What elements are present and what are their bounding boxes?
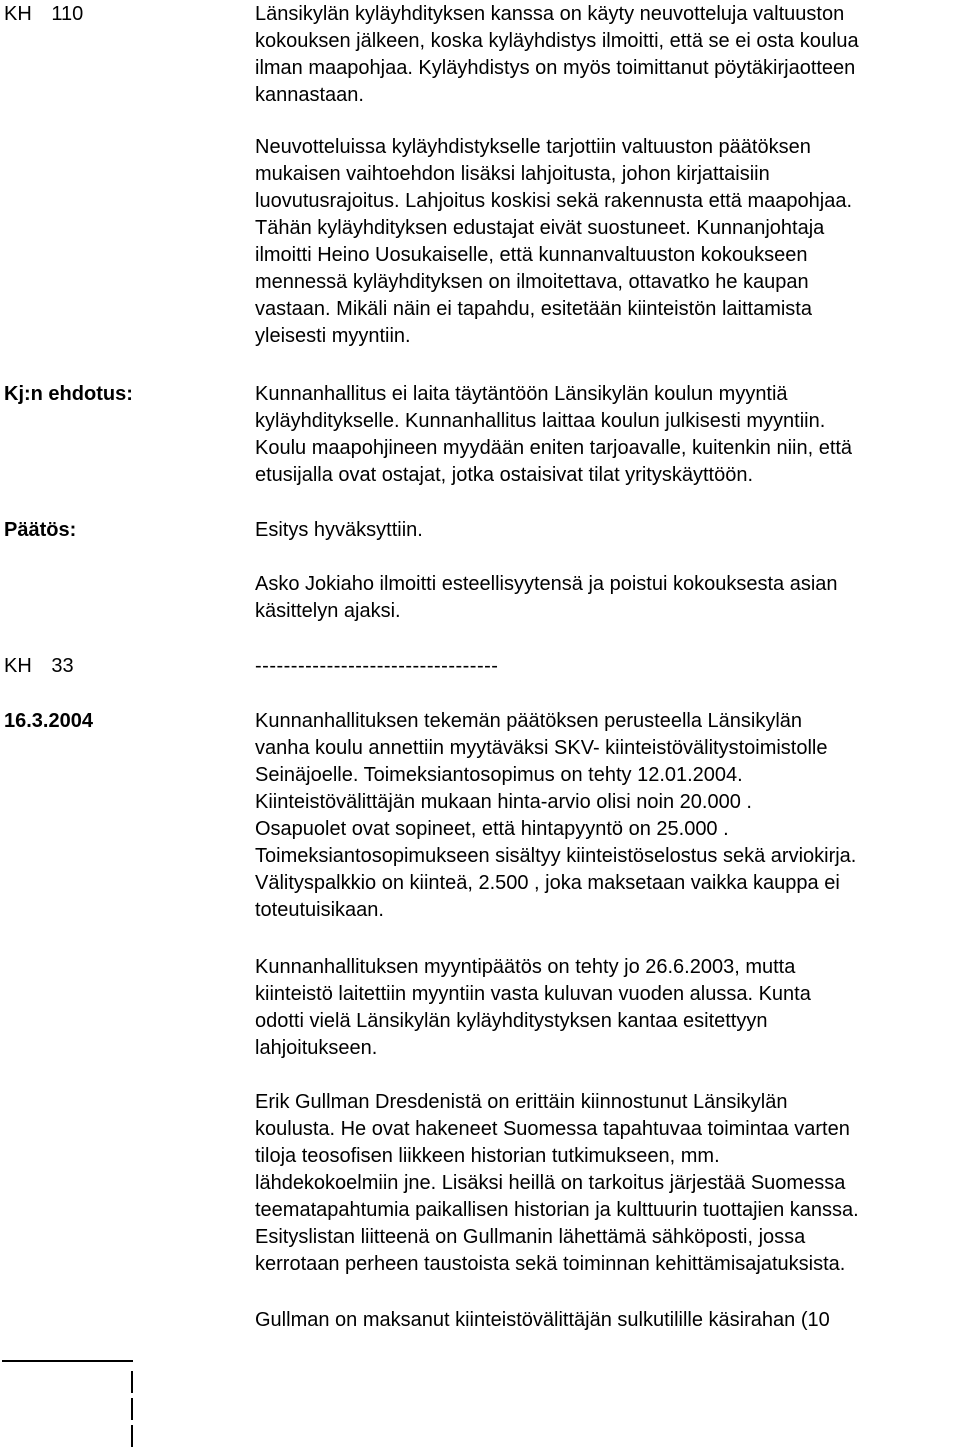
margin-rule: [2, 1360, 133, 1362]
text-line: luovutusrajoitus. Lahjoitus koskisi sekä rakennusta että maapohjaa.: [255, 190, 853, 212]
text-line: Tähän kyläyhdityksen edustajat eivät suostuneet. Kunnanjohtaja: [255, 217, 825, 239]
text-line: Länsikylän kyläyhdityksen kanssa on käyty neuvotteluja valtuuston: [255, 3, 845, 25]
date-label: 16.3.2004: [4, 710, 93, 732]
text-line: Kunnanhallituksen myyntipäätös on tehty jo 26.6.2003, mutta: [255, 956, 796, 978]
text-line: Välityspalkkio on kiinteä, 2.500 , joka maksetaan vaikka kauppa ei: [255, 872, 840, 894]
text-line: Gullman on maksanut kiinteistövälittäjän sulkutilille käsirahan (10: [255, 1309, 830, 1331]
margin-bar: [131, 1398, 133, 1420]
text-line: ilman maapohjaa. Kyläyhdistys on myös toimittanut pöytäkirjaotteen: [255, 57, 856, 79]
section-number: 110: [51, 3, 84, 25]
decision-text: [255, 517, 955, 544]
paragraph: [255, 708, 955, 924]
disqualification-note: [255, 571, 955, 625]
text-line: koulusta. He ovat hakeneet Suomessa tapahtuvaa toimintaa varten: [255, 1118, 850, 1140]
text-line: Esitys hyväksyttiin.: [255, 519, 423, 541]
text-line: etusijalla ovat ostajat, jotka ostaisivat tilat yrityskäyttöön.: [255, 464, 754, 486]
proposal-label: Kj:n ehdotus:: [4, 383, 133, 405]
text-line: vastaan. Mikäli näin ei tapahdu, esitetään kiinteistön laittamista: [255, 298, 812, 320]
section-heading: [4, 653, 74, 680]
decision-label: Päätös:: [4, 519, 77, 541]
margin-bar: [131, 1425, 133, 1447]
text-line: Kunnanhallituksen tekemän päätöksen perusteella Länsikylän: [255, 710, 803, 732]
text-line: odotti vielä Länsikylän kyläyhditystyksen kantaa esitettyyn: [255, 1010, 768, 1032]
text-line: Seinäjoelle. Toimeksiantosopimus on tehty 12.01.2004.: [255, 764, 743, 786]
margin-bar: [131, 1371, 133, 1393]
proposal-text: [255, 381, 955, 489]
text-line: käsittelyn ajaksi.: [255, 600, 401, 622]
text-line: kiinteistö laitettiin myyntiin vasta kuluvan vuoden alussa. Kunta: [255, 983, 811, 1005]
text-line: ilmoitti Heino Uosukaiselle, että kunnanvaltuuston kokoukseen: [255, 244, 808, 266]
text-line: Erik Gullman Dresdenistä on erittäin kiinnostunut Länsikylän: [255, 1091, 788, 1113]
separator-dashes: ----------------------------------: [255, 655, 499, 677]
text-line: Koulu maapohjineen myydään eniten tarjoavalle, kuitenkin niin, että: [255, 437, 853, 459]
kh-prefix: KH: [4, 655, 32, 677]
paragraph: [255, 134, 955, 350]
text-line: teematapahtumia paikallisen historian ja kulttuurin tuottajien kanssa.: [255, 1199, 859, 1221]
text-line: Toimeksiantosopimukseen sisältyy kiinteistöselostus sekä arviokirja.: [255, 845, 857, 867]
text-line: Kunnanhallitus ei laita täytäntöön Länsikylän koulun myyntiä: [255, 383, 788, 405]
text-line: kyläyhditykselle. Kunnanhallitus laittaa koulun julkisesti myyntiin.: [255, 410, 826, 432]
text-line: lahjoitukseen.: [255, 1037, 378, 1059]
text-line: Esityslistan liitteenä on Gullmanin lähettämä sähköposti, jossa: [255, 1226, 806, 1248]
paragraph: [255, 1089, 955, 1278]
text-line: kannastaan.: [255, 84, 364, 106]
text-line: mukaisen vaihtoehdon lisäksi lahjoitusta, johon kirjattaisiin: [255, 163, 770, 185]
paragraph: [255, 1, 955, 109]
section-number: 33: [51, 655, 74, 677]
text-line: Kiinteistövälittäjän mukaan hinta-arvio olisi noin 20.000 .: [255, 791, 752, 813]
text-line: Osapuolet ovat sopineet, että hintapyyntö on 25.000 .: [255, 818, 729, 840]
paragraph: [255, 954, 955, 1062]
text-line: toteutuisikaan.: [255, 899, 384, 921]
text-line: tiloja teosofisen liikkeen historian tutkimukseen, mm.: [255, 1145, 720, 1167]
text-line: kokouksen jälkeen, koska kyläyhdistys ilmoitti, että se ei osta koulua: [255, 30, 859, 52]
text-line: yleisesti myyntiin.: [255, 325, 411, 347]
paragraph: [255, 1307, 955, 1334]
kh-prefix: KH: [4, 3, 32, 25]
text-line: kerrotaan perheen taustoista sekä toiminnan kehittämisajatuksista.: [255, 1253, 846, 1275]
text-line: Neuvotteluissa kyläyhdistykselle tarjottiin valtuuston päätöksen: [255, 136, 811, 158]
text-line: lähdekokoelmiin jne. Lisäksi heillä on tarkoitus järjestää Suomessa: [255, 1172, 846, 1194]
section-heading: [4, 1, 83, 28]
text-line: mennessä kyläyhdityksen on ilmoitettava, ottavatko he kaupan: [255, 271, 809, 293]
text-line: vanha koulu annettiin myytäväksi SKV- kiinteistövälitystoimistolle: [255, 737, 828, 759]
text-line: Asko Jokiaho ilmoitti esteellisyytensä ja poistui kokouksesta asian: [255, 573, 838, 595]
